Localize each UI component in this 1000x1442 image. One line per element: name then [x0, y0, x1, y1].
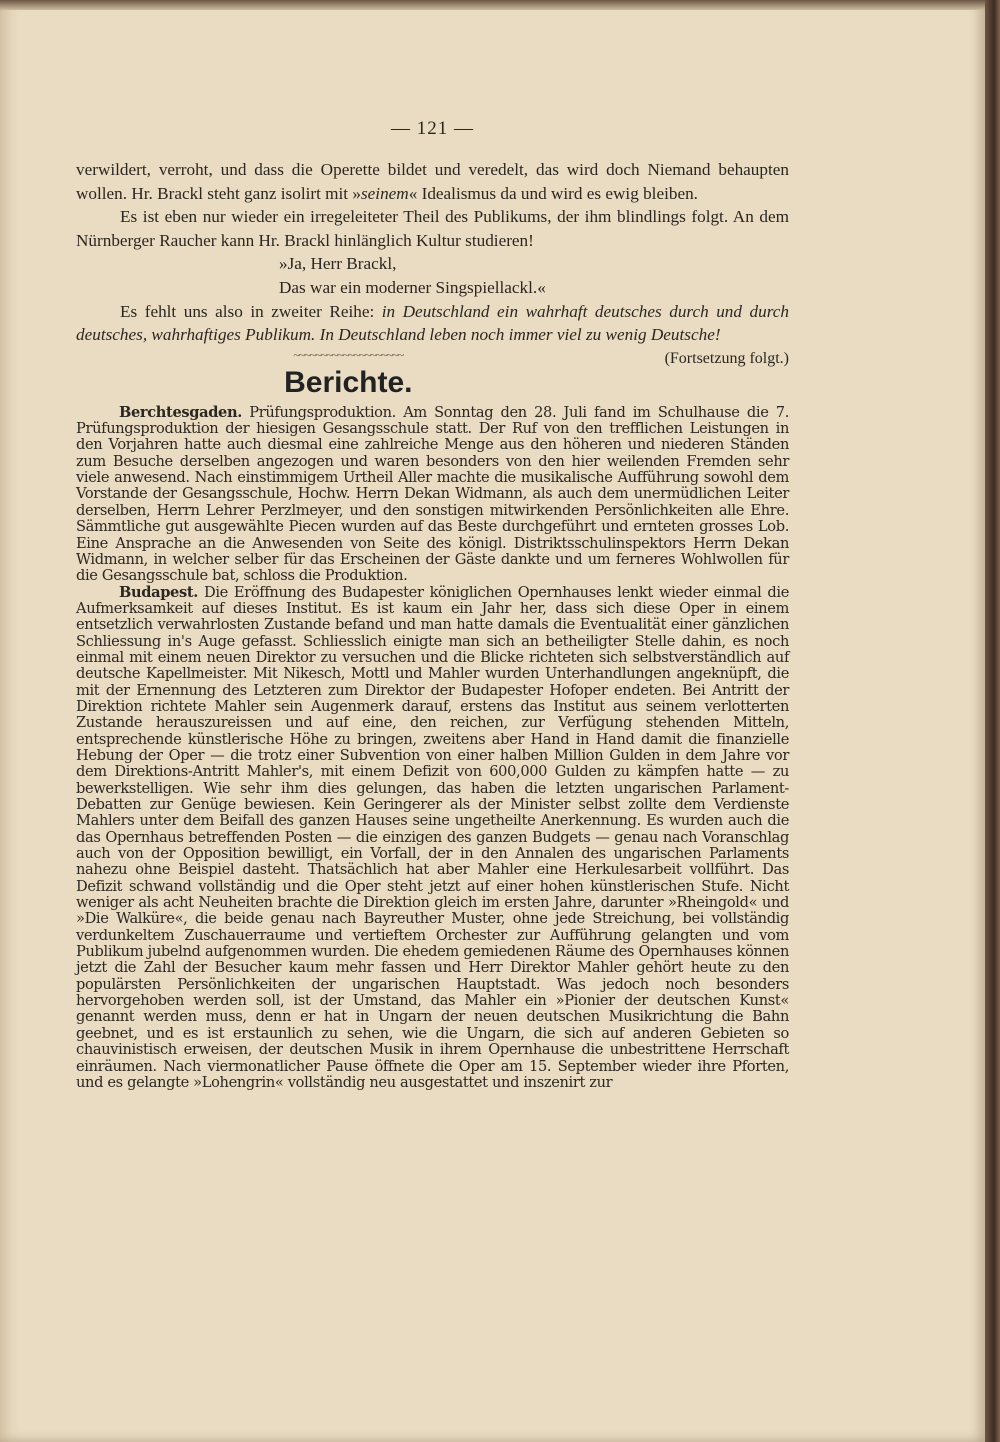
continued-note: (Fortsetzung folgt.)	[664, 349, 789, 367]
report-budapest	[76, 585, 789, 1092]
quote-line-1: »Ja, Herr Brackl,	[279, 254, 397, 274]
page-content	[76, 118, 789, 1091]
page-number: — 121 —	[391, 118, 474, 139]
report-place: Budapest.	[119, 583, 198, 601]
paragraph-1-italic: seinem	[360, 183, 409, 203]
section-title: Berichte.	[284, 365, 413, 399]
divider-ornament: ~~~~~~~~~~~~~~~~~~~~	[293, 347, 404, 362]
paragraph-3-start: Es fehlt uns also in zweiter Reihe:	[120, 301, 382, 321]
paragraph-1-end: « Idealismus da und wird es ewig bleiben.	[408, 183, 698, 203]
paragraph-1-text: verwildert, verroht, und dass die Operette bildet und veredelt, das wird doch Niemand behaupten wollen. Hr. Brackl steht ganz isolirt mit »	[76, 160, 789, 203]
continuation-paragraph-3	[76, 300, 789, 367]
report-place: Berchtesgaden.	[119, 403, 242, 421]
report-berchtesgaden	[76, 405, 789, 585]
report-text: Prüfungsproduktion. Am Sonntag den 28. Juli fand im Schulhause die 7. Prüfungsproduktion der hiesigen Gesangsschule statt. Der Ruf von den trefflichen Leistungen in den Vorjahren hatte auch diesmal eine zahlreiche Menge aus den höheren und niederen Ständen zum Besuche derselben angezogen und waren besonders von den hier weilenden Fremden sehr viele anwesend. Nach einstimmigem Urtheil Aller machte die musikalische Aufführung sowohl dem Vorstande der Gesangsschule, Hochw. Herrn Dekan Widmann, als auch dem unermüdlichen Leiter derselben, Herrn Lehrer Perzlmeyer, und den sonstigen mitwirkenden Persönlichkeiten alle Ehre. Sämmtliche gut ausgewählte Piecen wurden auf das Beste durchgeführt und ernteten grosses Lob. Eine Ansprache an die Anwesenden von Seite des königl. Distriktsschulinspektors Herrn Dekan Widmann, in welcher selber für das Erscheinen der Gäste dankte und um ferneres Wohlwollen für die Gesangsschule bat, schloss die Produktion.	[76, 403, 789, 585]
page-top-edge	[0, 0, 985, 10]
continuation-paragraph-2: Es ist eben nur wieder ein irregeleiteter Theil des Publikums, der ihm blindlings folgt. An dem Nürnberger Raucher kann Hr. Brackl hinlänglich Kultur studieren!	[76, 207, 789, 250]
continuation-paragraph-1	[76, 158, 789, 205]
paragraph-3-italic: in Deutschland ein wahrhaft deutsches durch und durch deutsches, wahrhaftiges Publikum. In Deutschland leben noch immer viel zu wenig Deutsche!	[76, 301, 789, 345]
book-spine-edge	[985, 0, 1000, 1442]
quote-line-2: Das war ein moderner Singspiellackl.«	[279, 277, 546, 297]
report-text: Die Eröffnung des Budapester königlichen Opernhauses lenkt wieder einmal die Aufmerksamkeit auf dieses Institut. Es ist kaum ein Jahr her, dass sich diese Oper in einem entsetzlich verwahrlosten Zustande befand und man hatte damals die Eventualität einer gänzlichen Schliessung in's Auge gefasst. Schliesslich einigte man sich an betheiligter Stelle dahin, es noch einmal mit einem neuen Direktor zu versuchen und die Blicke richteten sich selbstverständlich auf deutsche Kapellmeister. Mit Nikesch, Mottl und Mahler wurden Unterhandlungen angeknüpft, die mit der Ernennung des Letzteren zum Direktor der Budapester Hofoper endeten. Bei Antritt der Direktion richtete Mahler sein Augenmerk darauf, erstens das Institut aus seinem verlotterten Zustande herauszureissen und auf eine, den reichen, zur Verfügung stehenden Mitteln, entsprechende künstlerische Höhe zu bringen, zweitens aber Hand in Hand damit die finanzielle Hebung der Oper — die trotz einer Subvention von einer halben Million Gulden in dem Jahre vor dem Direktions-Antritt Mahler's, mit einem Defizit von 600,000 Gulden zu kämpfen hatte — zu bewerkstelligen. Wie sehr ihm dies gelungen, das haben die letzten ungarischen Parlament-Debatten zur Genüge bewiesen. Kein Geringerer als der Minister selbst zollte dem Verdienste Mahlers unter dem Beifall des ganzen Hauses seine ungetheilte Anerkennung. Es wurden auch die das Opernhaus betreffenden Posten — die einzigen des ganzen Budgets — genau nach Voranschlag auch von der Opposition bewilligt, ein Vorfall, der in den Annalen des ungarischen Parlaments nahezu ohne Beispiel dasteht. Thatsächlich hat aber Mahler eine Herkulesarbeit vollführt. Das Defizit schwand vollständig und die Oper steht jetzt auf einer hohen künstlerischen Stufe. Nicht weniger als acht Neuheiten brachte die Direktion gleich im ersten Jahre, darunter »Rheingold« und »Die Walküre«, die beide genau nach Bayreuther Muster, ohne jede Streichung, bei vollständig verdunkeltem Zuschauerraume und vertieftem Orchester zur Aufführung gelangten und vom Publikum jubelnd aufgenommen wurden. Die ehedem gemiedenen Räume des Opernhauses können jetzt die Zahl der Besucher kaum mehr fassen und Herr Direktor Mahler gehört heute zu den populärsten Persönlichkeiten der ungarischen Hauptstadt. Was jedoch noch besonders hervorgehoben werden soll, ist der Umstand, das Mahler ein »Pionier der deutschen Kunst« genannt werden muss, denn er hat in Ungarn der neuen deutschen Musikrichtung die Bahn geebnet, und es ist erstaunlich zu sehen, wie die Ungarn, die sich auf anderen Gebieten so chauvinistisch erweisen, der deutschen Musik in ihrem Opernhause die unbestrittene Herrschaft einräumen. Nach viermonatlicher Pause öffnete die Oper am 15. September wieder ihre Pforten, und es gelangte »Lohengrin« vollständig neu ausgestattet und inszenirt zur	[76, 583, 789, 1091]
